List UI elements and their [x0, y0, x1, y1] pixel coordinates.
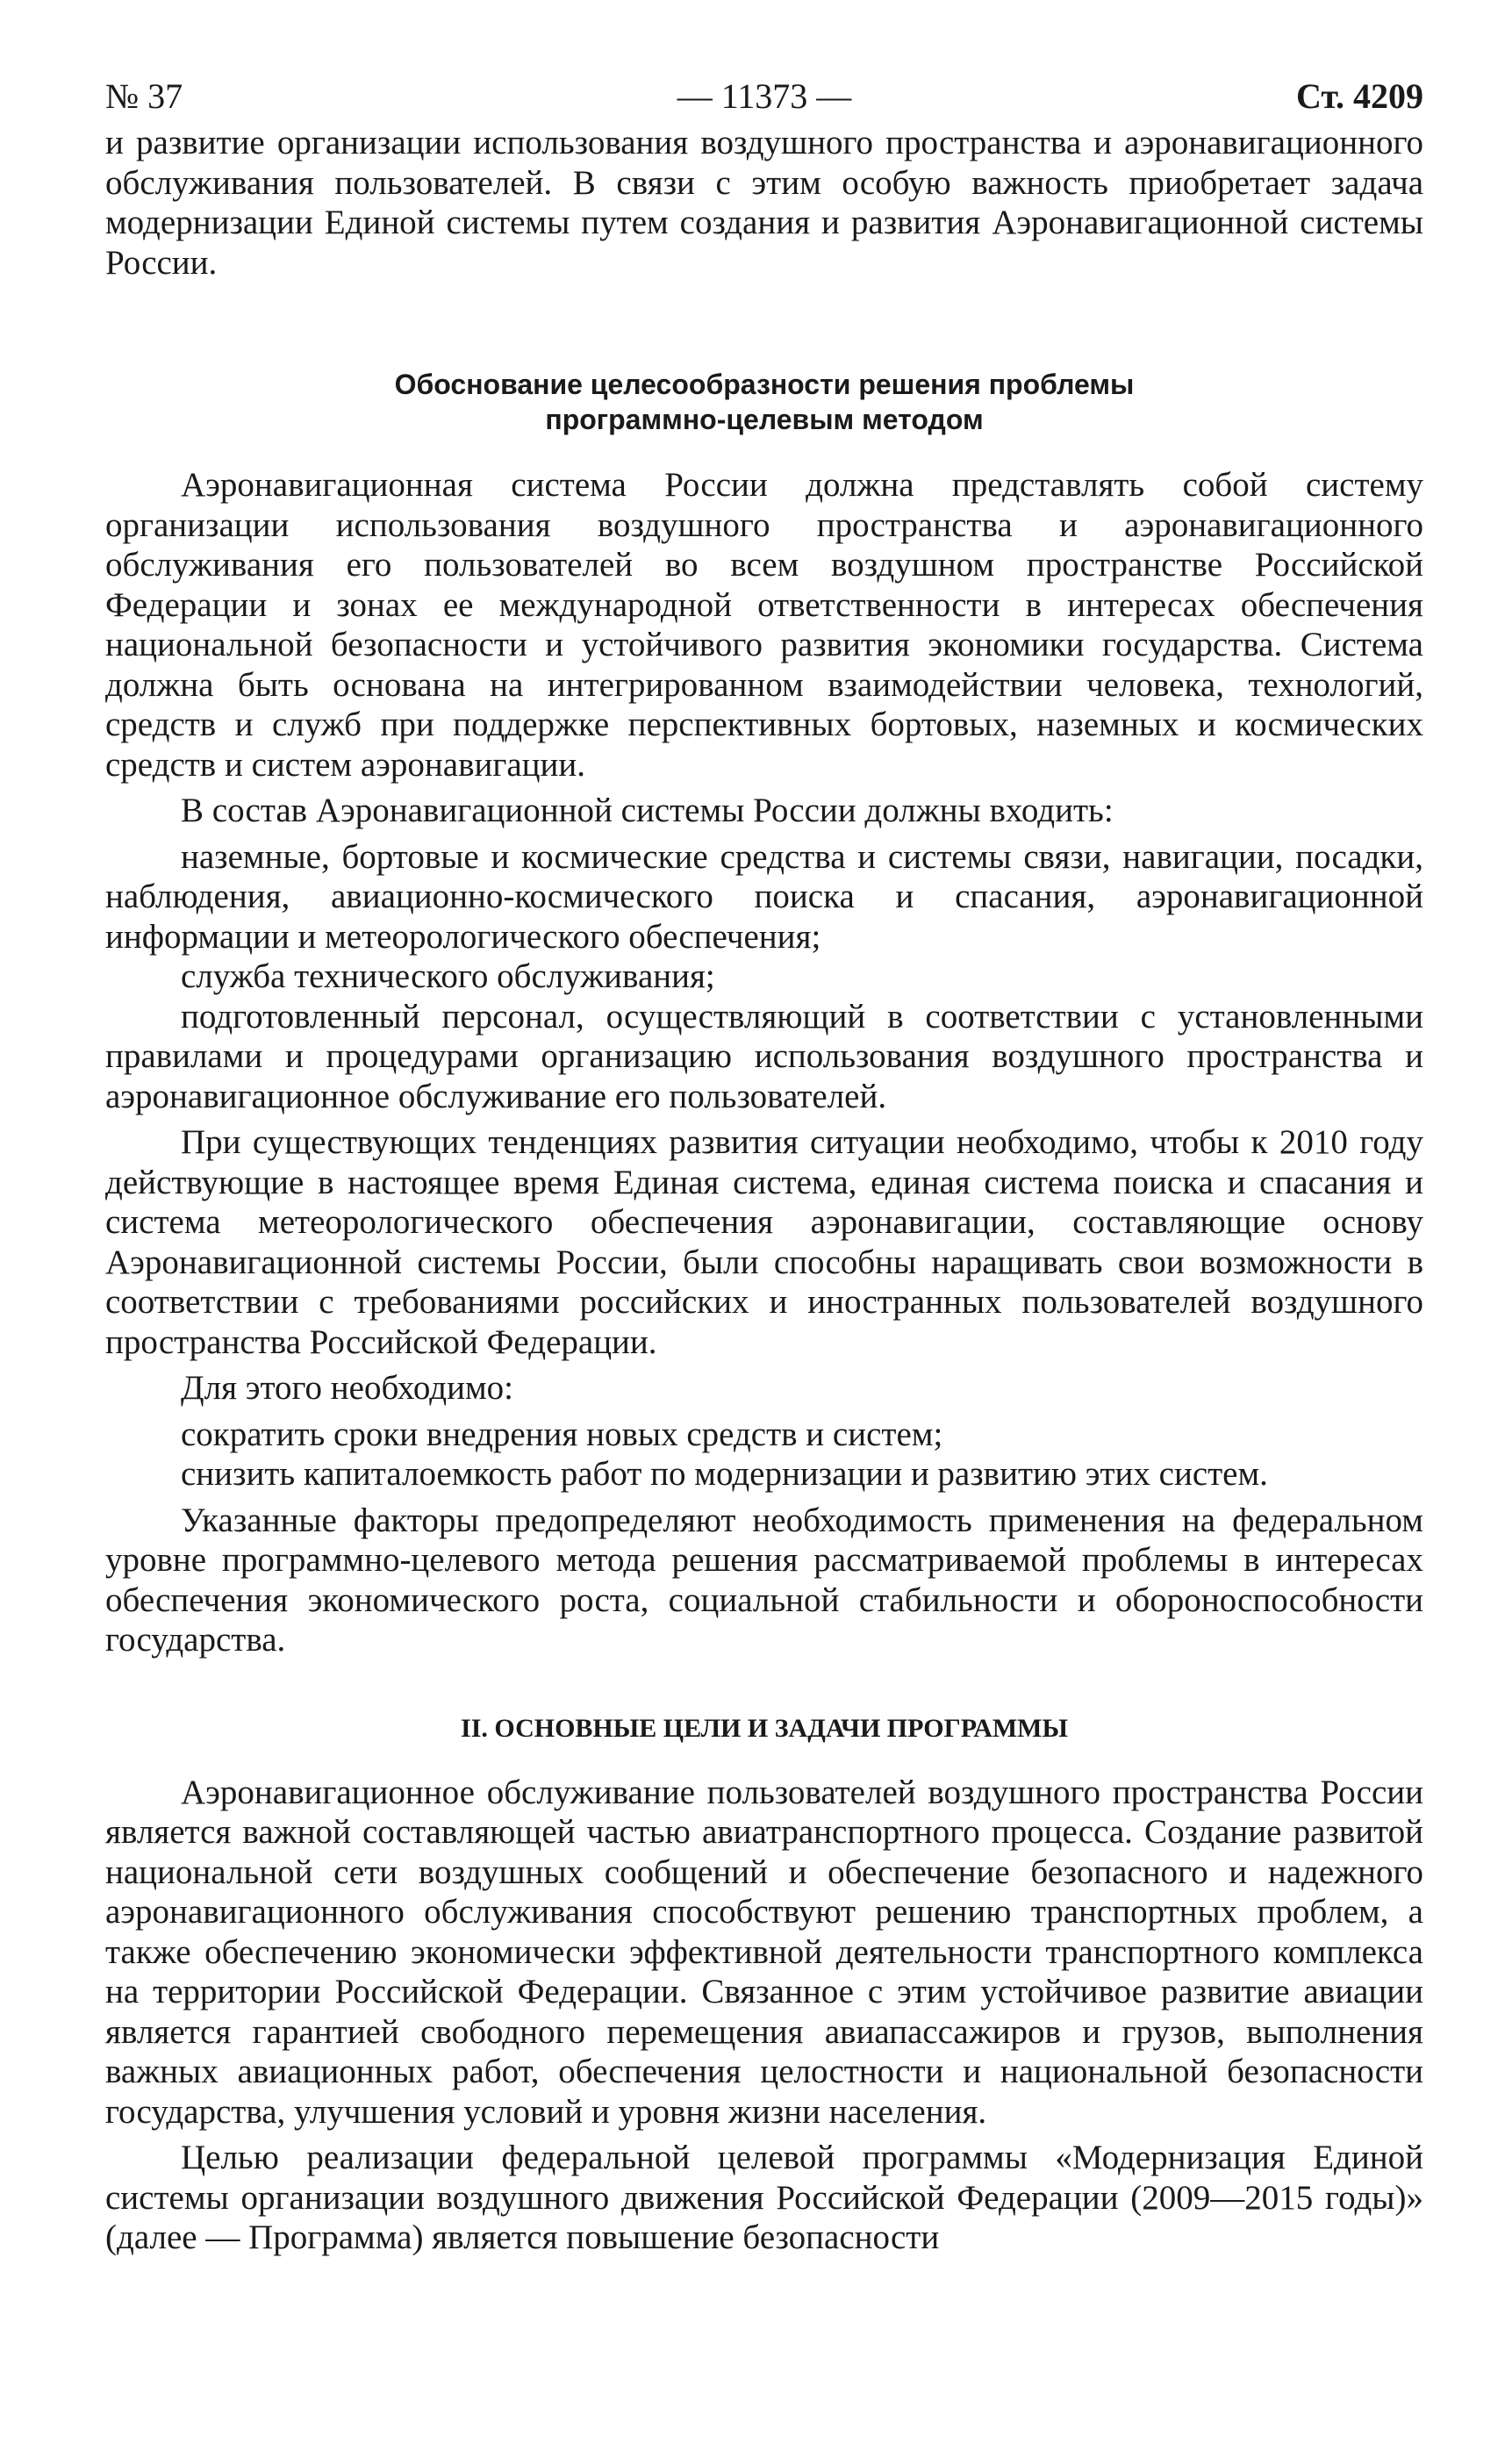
page-number: — 11373 —: [677, 76, 852, 116]
document-page: [105, 70, 1423, 2258]
document-body: [105, 123, 1423, 2258]
list-item: снизить капиталоемкость работ по модернизации и развитию этих систем.: [181, 1455, 1268, 1493]
paragraph: Целью реализации федеральной целевой программы «Модернизация Единой системы организации воздушного движения Российской Федерации (2009—2015 годы)» (далее — Программа) является повышение безопасности: [105, 2139, 1423, 2256]
section-heading-goals: II. ОСНОВНЫЕ ЦЕЛИ И ЗАДАЧИ ПРОГРАММЫ: [461, 1713, 1068, 1743]
heading-line-1: Обоснование целесообразности решения проблемы: [394, 369, 1135, 400]
paragraph: При существующих тенденциях развития ситуации необходимо, чтобы к 2010 году действующие в настоящее время Единая система, единая система поиска и спасания и система метеорологического обеспечения аэронавигации, составляющие основу Аэронавигационной системы России, были способны наращивать свои возможности в соответствии с требованиями российских и иностранных пользователей воздушного пространства Российской Федерации.: [105, 1123, 1423, 1361]
section-heading-rationale: [105, 367, 1423, 437]
page-header: [105, 70, 1423, 123]
article-number: Ст. 4209: [1296, 76, 1423, 116]
paragraph: В состав Аэронавигационной системы России должны входить:: [181, 792, 1114, 829]
intro-paragraph: и развитие организации использования воздушного пространства и аэронавигационного обслуживания пользователей. В связи с этим особую важность приобретает задача модернизации Единой системы путем создания и развития Аэронавигационной системы России.: [105, 124, 1423, 282]
paragraph: Аэронавигационное обслуживание пользователей воздушного пространства России является важной составляющей частью авиатранспортного процесса. Создание развитой национальной сети воздушных сообщений и обеспечение безопасного и надежного аэронавигационного обслуживания способствуют решению транспортных проблем, а также обеспечению экономически эффективной деятельности транспортного комплекса на территории Российской Федерации. Связанное с этим устойчивое развитие авиации является гарантией свободного перемещения авиапассажиров и грузов, выполнения важных авиационных работ, обеспечения целостности и национальной безопасности государства, улучшения условий и уровня жизни населения.: [105, 1773, 1423, 2131]
paragraph: Для этого необходимо:: [181, 1369, 513, 1407]
list-item: сократить сроки внедрения новых средств и систем;: [181, 1415, 943, 1453]
paragraph: Указанные факторы предопределяют необходимость применения на федеральном уровне программно-целевого метода решения рассматриваемой проблемы в интересах обеспечения экономического роста, социальной стабильности и обороноспособности государства.: [105, 1501, 1423, 1659]
list-item: наземные, бортовые и космические средства и системы связи, навигации, посадки, наблюдения, авиационно-космического поиска и спасания, аэронавигационной информации и метеорологического обеспечения;: [105, 837, 1423, 956]
list-item: служба технического обслуживания;: [181, 957, 715, 995]
heading-line-2: программно-целевым методом: [545, 404, 984, 435]
paragraph: Аэронавигационная система России должна представлять собой систему организации использования воздушного пространства и аэронавигационного обслуживания его пользователей во всем воздушном пространстве Российской Федерации и зонах ее международной ответственности в интересах обеспечения национальной безопасности и устойчивого развития экономики государства. Система должна быть основана на интегрированном взаимодействии человека, технологий, средств и служб при поддержке перспективных бортовых, наземных и космических средств и систем аэронавигации.: [105, 466, 1423, 784]
list-item: подготовленный персонал, осуществляющий в соответствии с установленными правилами и процедурами организацию использования воздушного пространства и аэронавигационное обслуживание его пользователей.: [105, 997, 1423, 1115]
issue-number: № 37: [105, 76, 183, 116]
